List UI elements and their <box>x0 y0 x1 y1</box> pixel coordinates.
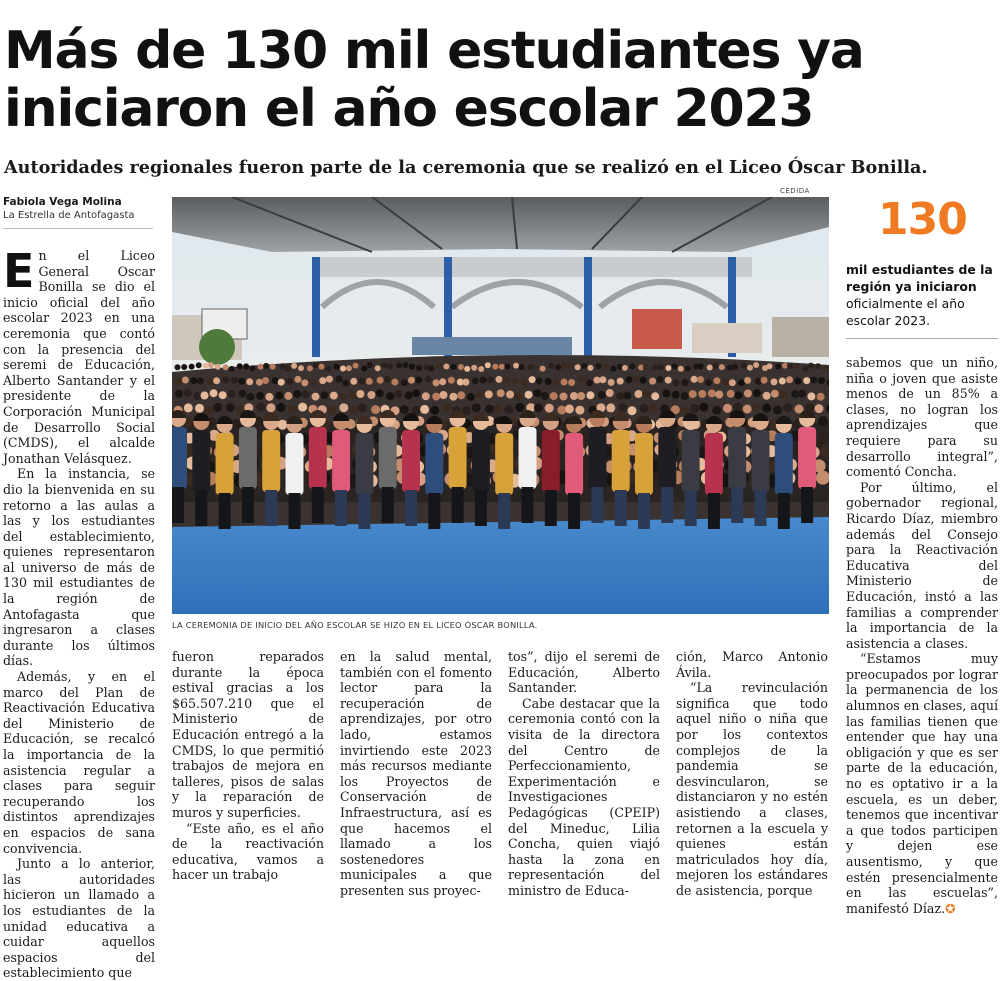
paragraph-8: tos”, dijo el seremi de Educación, Alberto Santander. <box>508 649 660 696</box>
byline <box>3 196 163 223</box>
author-name: Fabiola Vega Molina <box>3 196 122 208</box>
outlet-name: La Estrella de Antofagasta <box>3 210 135 221</box>
paragraph-13: Por último, el gobernador regional, Ricardo Díaz, miembro además del Consejo para la Reactivación Educativa del Ministerio de Educación, instó a las familias a comprender la importancia de la asistencia a clases. <box>846 479 998 651</box>
subheadline: Autoridades regionales fueron parte de la ceremonia que se realizó en el Liceo Óscar Bonilla. <box>4 157 928 178</box>
article-column-4 <box>508 649 660 899</box>
headline: Más de 130 mil estudiantes ya iniciaron el año escolar 2023 <box>4 21 864 139</box>
highlight-divider <box>846 338 998 339</box>
paragraph-4: Junto a lo anterior, las autoridades hicieron un llamado a los estudiantes de la unidad educativa a cuidar aquellos espacios del establecimiento que <box>3 856 155 981</box>
article-column-3 <box>340 649 492 899</box>
drop-cap: E <box>3 244 35 298</box>
paragraph-14: “Estamos muy preocupados por lograr la permanencia de los alumnos en clases, aquí las familias tienen que entender que hay una obligación y que es ser parte de la educación, no es optativo ir a la escuela, es un deber, tenemos que incentivar a que todos participen y dejen ese ausentismo, y que estén presencialmente en las escuelas”, manifestó Díaz.✪ <box>846 651 998 916</box>
highlight-text: mil estudiantes de la región ya iniciaron oficialmente el año escolar 2023. <box>846 262 993 328</box>
article-column-2 <box>172 649 324 883</box>
paragraph-12: sabemos que un niño, niña o joven que asiste menos de un 85% a clases, no logran los aprendizajes que requiere para su desarrollo integral”, comentó Concha. <box>846 355 998 480</box>
paragraph-10: ción, Marco Antonio Ávila. <box>676 649 828 680</box>
end-mark-icon: ✪ <box>945 900 956 916</box>
paragraph-9: Cabe destacar que la ceremonia contó con la visita de la directora del Centro de Perfeccionamiento, Experimentación e Investigaciones Pedagógicas (CPEIP) del Mineduc, Lilia Concha, quien viajó hasta la zona en representación del ministro de Educa- <box>508 695 660 898</box>
paragraph-2: En la instancia, se dio la bienvenida en su retorno a las aulas a las y los estudiantes del establecimiento, quienes representaron al universo de más de 130 mil estudiantes de la región de Antofagasta que ingresaron a clases durante los últimos días. <box>3 466 155 669</box>
byline-divider <box>3 228 153 229</box>
article-column-1 <box>3 244 155 981</box>
paragraph-1: En el Liceo General Oscar Bonilla se dio el inicio oficial del año escolar 2023 en una ceremonia que contó con la presencia del seremi de Educación, Alberto Santander y el presidente de la Corporación Municipal de Desarrollo Social (CMDS), el alcalde Jonathan Velásquez. <box>3 244 155 466</box>
paragraph-6: “Este año, es el año de la reactivación educativa, vamos a hacer un trabajo <box>172 820 324 883</box>
article-column-6 <box>846 355 998 916</box>
ceremony-photo <box>172 197 829 614</box>
photo-credit: CEDIDA <box>780 187 810 195</box>
highlight-number: 130 <box>878 194 967 245</box>
paragraph-7: en la salud mental, también con el fomento lector para la recuperación de aprendizajes, por otro lado, estamos invirtiendo este 2023 más recursos mediante los Proyectos de Conservación de Infraestructura, así es que hacemos el llamado a los sostenedores municipales a que presenten sus proyec- <box>340 649 492 898</box>
photo-caption: LA CEREMONIA DE INICIO DEL AÑO ESCOLAR SE HIZO EN EL LICEO ÓSCAR BONILLA. <box>172 620 538 630</box>
paragraph-5: fueron reparados durante la época estival gracias a los $65.507.210 que el Ministerio de Educación entregó a la CMDS, lo que permitió trabajos de mejora en talleres, pisos de salas y la reparación de muros y superficies. <box>172 649 324 820</box>
paragraph-3: Además, y en el marco del Plan de Reactivación Educativa del Ministerio de Educación, se recalcó la importancia de la asistencia regular a clases para seguir recuperando los distintos aprendizajes en espacios de sana convivencia. <box>3 669 155 856</box>
paragraph-11: “La revinculación significa que todo aquel niño o niña que por los contextos complejos de la pandemia se desvincularon, se distanciaron y no estén asistiendo a clases, retornen a la escuela y quienes están matriculados hoy día, mejoren los estándares de asistencia, porque <box>676 680 828 898</box>
article-column-5 <box>676 649 828 899</box>
